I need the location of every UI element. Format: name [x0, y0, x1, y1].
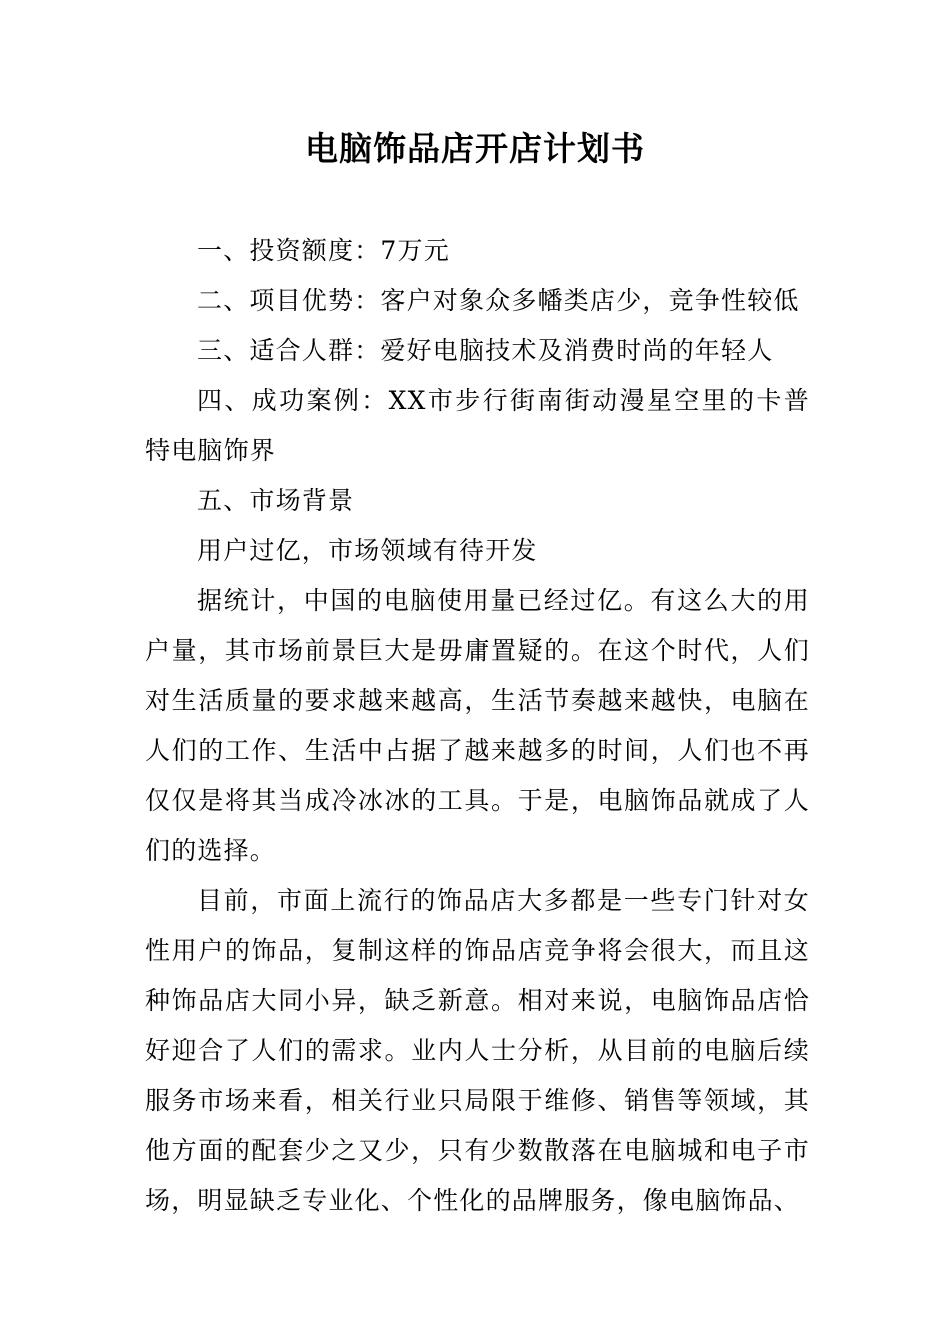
- paragraph-market-subtitle: 用户过亿，市场领域有待开发: [197, 536, 538, 565]
- paragraph-market-background: 五、市场背景: [197, 486, 355, 515]
- paragraph-statistics: 据统计，中国的电脑使用量已经过亿。有这么大的用户量，其市场前景巨大是毋庸置疑的。在这个时代，人们对生活质量的要求越来越高，生活节奏越来越快，电脑在人们的工作、生活中占据了越来越多的时间，人们也不再仅仅是将其当成冷冰冰的工具。于是，电脑饰品就成了人们的选择。: [145, 586, 810, 865]
- paragraph-current-market: 目前，市面上流行的饰品店大多都是一些专门针对女性用户的饰品，复制这样的饰品店竞争将会很大，而且这种饰品店大同小异，缺乏新意。相对来说，电脑饰品店恰好迎合了人们的需求。业内人士分析，从目前的电脑后续服务市场来看，相关行业只局限于维修、销售等领域，其他方面的配套少之又少，只有少数散落在电脑城和电子市场，明显缺乏专业化、个性化的品牌服务，像电脑饰品、: [145, 886, 810, 1215]
- paragraph-success-case: 四、成功案例：XX市步行街南街动漫星空里的卡普特电脑饰界: [145, 386, 810, 465]
- document-title: 电脑饰品店开店计划书: [305, 129, 645, 168]
- document-body: [145, 226, 810, 1226]
- paragraph-advantage: 二、项目优势：客户对象众多幡类店少，竞争性较低: [197, 286, 800, 315]
- paragraph-target-audience: 三、适合人群：爱好电脑技术及消费时尚的年轻人: [197, 336, 774, 365]
- paragraph-investment: 一、投资额度：7万元: [197, 236, 450, 265]
